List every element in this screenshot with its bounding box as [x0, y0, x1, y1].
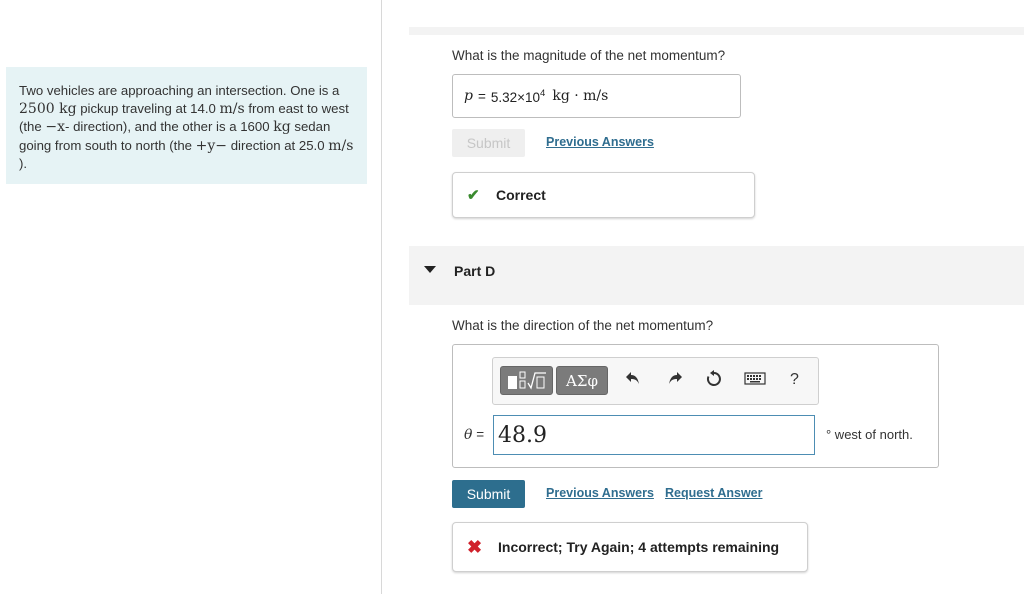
- feedback-incorrect-text: Incorrect; Try Again; 4 attempts remaining: [498, 539, 780, 555]
- collapse-caret-icon[interactable]: [424, 266, 436, 273]
- greek-symbols-button[interactable]: ΑΣφ: [556, 366, 608, 395]
- problem-math-neg-x: −x: [45, 119, 66, 136]
- templates-icon: [506, 370, 548, 392]
- part-d-question: What is the direction of the net momentum?: [452, 318, 714, 333]
- part-d-submit-button[interactable]: Submit: [452, 480, 525, 508]
- theta-label: [464, 427, 484, 443]
- problem-math-pos-y: +y−: [195, 137, 228, 154]
- problem-text-7: ).: [19, 156, 28, 172]
- part-c-header-bar: [409, 27, 1024, 35]
- theta-variable: θ: [464, 427, 473, 443]
- problem-statement: [6, 67, 367, 184]
- request-answer-link[interactable]: Request Answer: [665, 486, 763, 500]
- problem-math-unit-ms-2: m/s: [328, 137, 354, 154]
- math-toolbar: [492, 357, 819, 405]
- help-icon[interactable]: ?: [790, 371, 799, 388]
- part-c-submit-button: Submit: [452, 129, 525, 157]
- problem-text-3: from east to west (the: [19, 100, 349, 135]
- direction-unit-label: ° west of north.: [826, 427, 913, 442]
- reset-icon[interactable]: [705, 370, 723, 393]
- problem-text-1: Two vehicles are approaching an intersection. One is a: [19, 83, 340, 98]
- templates-button[interactable]: [500, 366, 553, 395]
- problem-text-4: - direction), and the other is a 1600: [65, 119, 274, 135]
- direction-answer-input[interactable]: [493, 415, 815, 455]
- momentum-exponent: 4: [540, 87, 546, 99]
- part-d-feedback-incorrect: [452, 522, 808, 572]
- equals-sign: =: [477, 88, 486, 104]
- part-c-feedback-correct: [452, 172, 755, 218]
- feedback-correct-text: Correct: [496, 187, 546, 203]
- problem-text-2: pickup traveling at 14.0: [76, 100, 220, 116]
- momentum-variable: p: [464, 88, 473, 104]
- keyboard-icon[interactable]: [744, 370, 766, 391]
- undo-icon[interactable]: [625, 370, 641, 391]
- problem-math-mass-pickup: 2500 kg: [19, 100, 77, 117]
- redo-icon[interactable]: [667, 370, 683, 391]
- part-d-title[interactable]: Part D: [454, 263, 496, 279]
- checkmark-icon: ✔: [467, 187, 480, 204]
- part-c-answer-display: [452, 74, 741, 118]
- problem-text-6: direction at 25.0: [227, 137, 329, 153]
- momentum-value: $5.32\times 10^4$: [490, 87, 546, 105]
- part-c-question: What is the magnitude of the net momentum?: [452, 48, 726, 63]
- incorrect-x-icon: ✖: [467, 536, 483, 557]
- momentum-unit: kg · m/s: [552, 88, 609, 104]
- part-c-previous-answers-link[interactable]: Previous Answers: [546, 135, 654, 149]
- problem-math-kg: kg: [273, 119, 291, 136]
- part-d-header-bar[interactable]: [409, 246, 1024, 305]
- problem-text-5: sedan going from south to north (the: [19, 119, 331, 153]
- column-divider: [381, 0, 382, 594]
- part-d-previous-answers-link[interactable]: Previous Answers: [546, 486, 654, 500]
- problem-math-unit-ms: m/s: [219, 100, 245, 117]
- theta-equals: =: [476, 427, 485, 442]
